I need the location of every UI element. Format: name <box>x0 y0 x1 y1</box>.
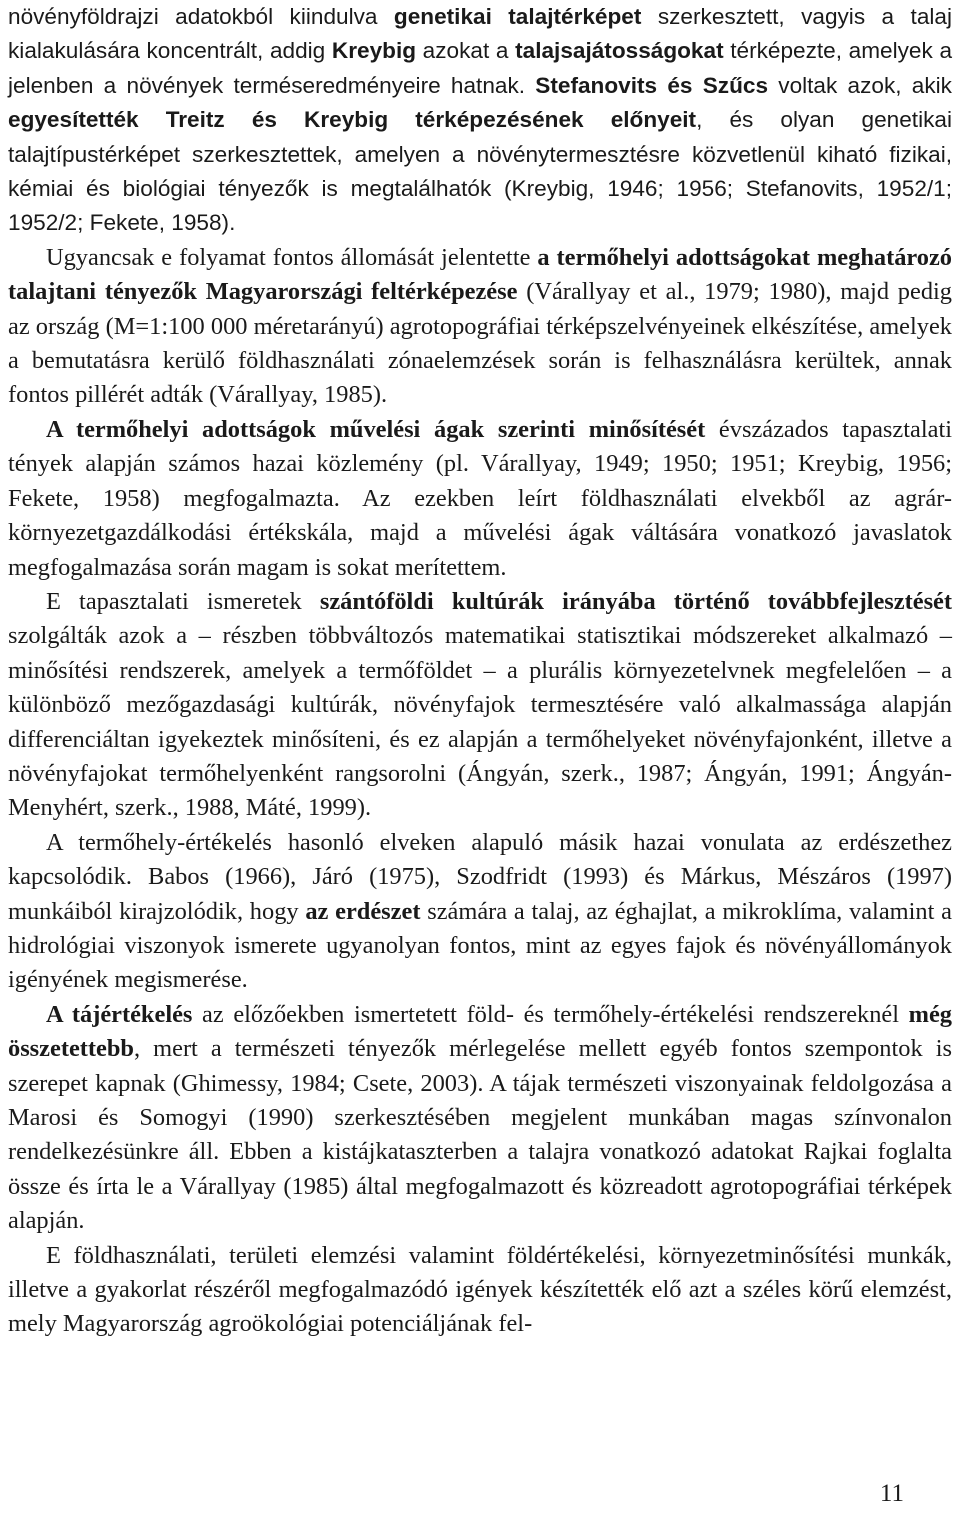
paragraph-5 <box>8 826 952 998</box>
emphasis: szántóföldi kultúrák irányába történő továbbfejlesztését <box>319 587 953 615</box>
emphasis: a termőhelyi adottságokat meghatározó talajtani tényezők Magyarországi feltérképezése <box>8 243 953 306</box>
text: Ugyancsak e folyamat fontos állomását jelentette <box>46 243 538 271</box>
emphasis: talajsajátosságokat <box>515 38 724 64</box>
paragraph-4 <box>8 585 952 826</box>
text: , mert a természeti tényezők mérlegelése mellett egyéb fontos szempontok is szerepet kapnak (Ghimessy, 1984; Csete, 2003). A tájak természeti viszonyainak feldolgozása a Marosi és Somogyi (1990) szerkesztésében megjelent munkában magas színvonalon rendelkezésünkre áll. Ebben a kistájkataszterben a talajra vonatkozó adatokat Rajkai foglalta össze és írta le a Várallyay (1985) által megfogalmazott és közreadott agrotopográfiai térképek alapján. <box>8 1035 952 1235</box>
text: szolgálták azok a – részben többváltozós matematikai statisztikai módszereket alkalmazó – minősítési rendszerek, amelyek a termőföldet – a plurális környezetelvnek megfelelően – a különböző mezőgazdasági kultúrák, növényfajok termesztésére való alkalmassága alapján differenciáltan igyekeztek minősíteni, és ez alapján a termőhelyeket növényfajonként, illetve a növényfajokat termőhelyenként rangsorolni (Ángyán, szerk., 1987; Ángyán, 1991; Ángyán-Menyhért, szerk., 1988, Máté, 1999). <box>8 622 952 822</box>
text: az előzőekben ismertetett föld- és termőhely-értékelési rendszereknél <box>192 1000 909 1028</box>
paragraph-2 <box>8 241 952 413</box>
emphasis: Stefanovits és Szűcs <box>535 72 769 98</box>
text: térképezte, amelyek a jelenben a növények terméseredményeire hatnak. <box>8 38 953 98</box>
text: E tapasztalati ismeretek <box>46 587 320 615</box>
emphasis: A termőhelyi adottságok művelési ágak szerinti minősítését <box>46 415 706 443</box>
page-number: 11 <box>879 1480 904 1507</box>
text: szerkesztett, vagyis a talaj kialakulására koncentrált, addig <box>8 4 952 64</box>
emphasis: az erdészet <box>305 897 421 925</box>
paragraph-3 <box>8 413 952 585</box>
paragraph-7 <box>8 1239 952 1342</box>
text: növényföldrajzi adatokból kiindulva <box>8 4 394 29</box>
emphasis: genetikai talajtérképet <box>393 4 642 29</box>
document-page <box>8 0 952 1342</box>
text: (Várallyay et al., 1979; 1980), majd pedig az ország (M=1:100 000 méretarányú) agrotopográfiai térképszelvényeinek elkészítése, amelyek a bemutatásra kerülő földhasználati zónaelemzések során is felhasználásra kerültek, annak fontos pillérét adták (Várallyay, 1985). <box>8 278 952 409</box>
text: számára a talaj, az éghajlat, a mikroklíma, valamint a hidrológiai viszonyok ismerete ugyanolyan fontos, mint az egyes fajok és növényállományok igényének megismerése. <box>8 897 952 994</box>
emphasis: Kreybig <box>331 38 417 64</box>
text: évszázados tapasztalati tények alapján számos hazai közlemény (pl. Várallyay, 1949; 1950; 1951; Kreybig, 1956; Fekete, 1958) megfogalmazta. Az ezekben leírt földhasználati elvekből az agrár-környezetgazdálkodási értékskála, majd a művelési ágak váltására vonatkozó javaslatok megfogalmazása során magam is sokat merítettem. <box>8 415 952 581</box>
emphasis: egyesítették Treitz és Kreybig térképezésének előnyeit <box>8 107 697 133</box>
text: voltak azok, akik <box>768 72 952 98</box>
emphasis: A tájértékelés <box>46 1000 193 1028</box>
paragraph-6 <box>8 998 952 1239</box>
emphasis: még összetettebb <box>8 1000 952 1063</box>
text: azokat a <box>416 38 516 64</box>
text: A termőhely-értékelés hasonló elveken alapuló másik hazai vonulata az erdészethez kapcsolódik. Babos (1966), Járó (1975), Szodfridt (1993) és Márkus, Mészáros (1997) munkáiból kirajzolódik, hogy <box>8 828 952 925</box>
text: , és olyan genetikai talajtípustérképet szerkesztettek, amelyen a növénytermesztésre közvetlenül kiható fizikai, kémiai és biológiai tényezők is megtalálhatók (Kreybig, 1946; 1956; Stefanovits, 1952/1; 1952/2; Fekete, 1958). <box>8 107 952 236</box>
paragraph-1 <box>8 0 952 241</box>
text: E földhasználati, területi elemzési valamint földértékelési, környezetminősítési munkák, illetve a gyakorlat részéről megfogalmazódó igények készítették elő azt a széles körű elemzést, mely Magyarország agroökológiai potenciáljának fel- <box>8 1241 952 1338</box>
